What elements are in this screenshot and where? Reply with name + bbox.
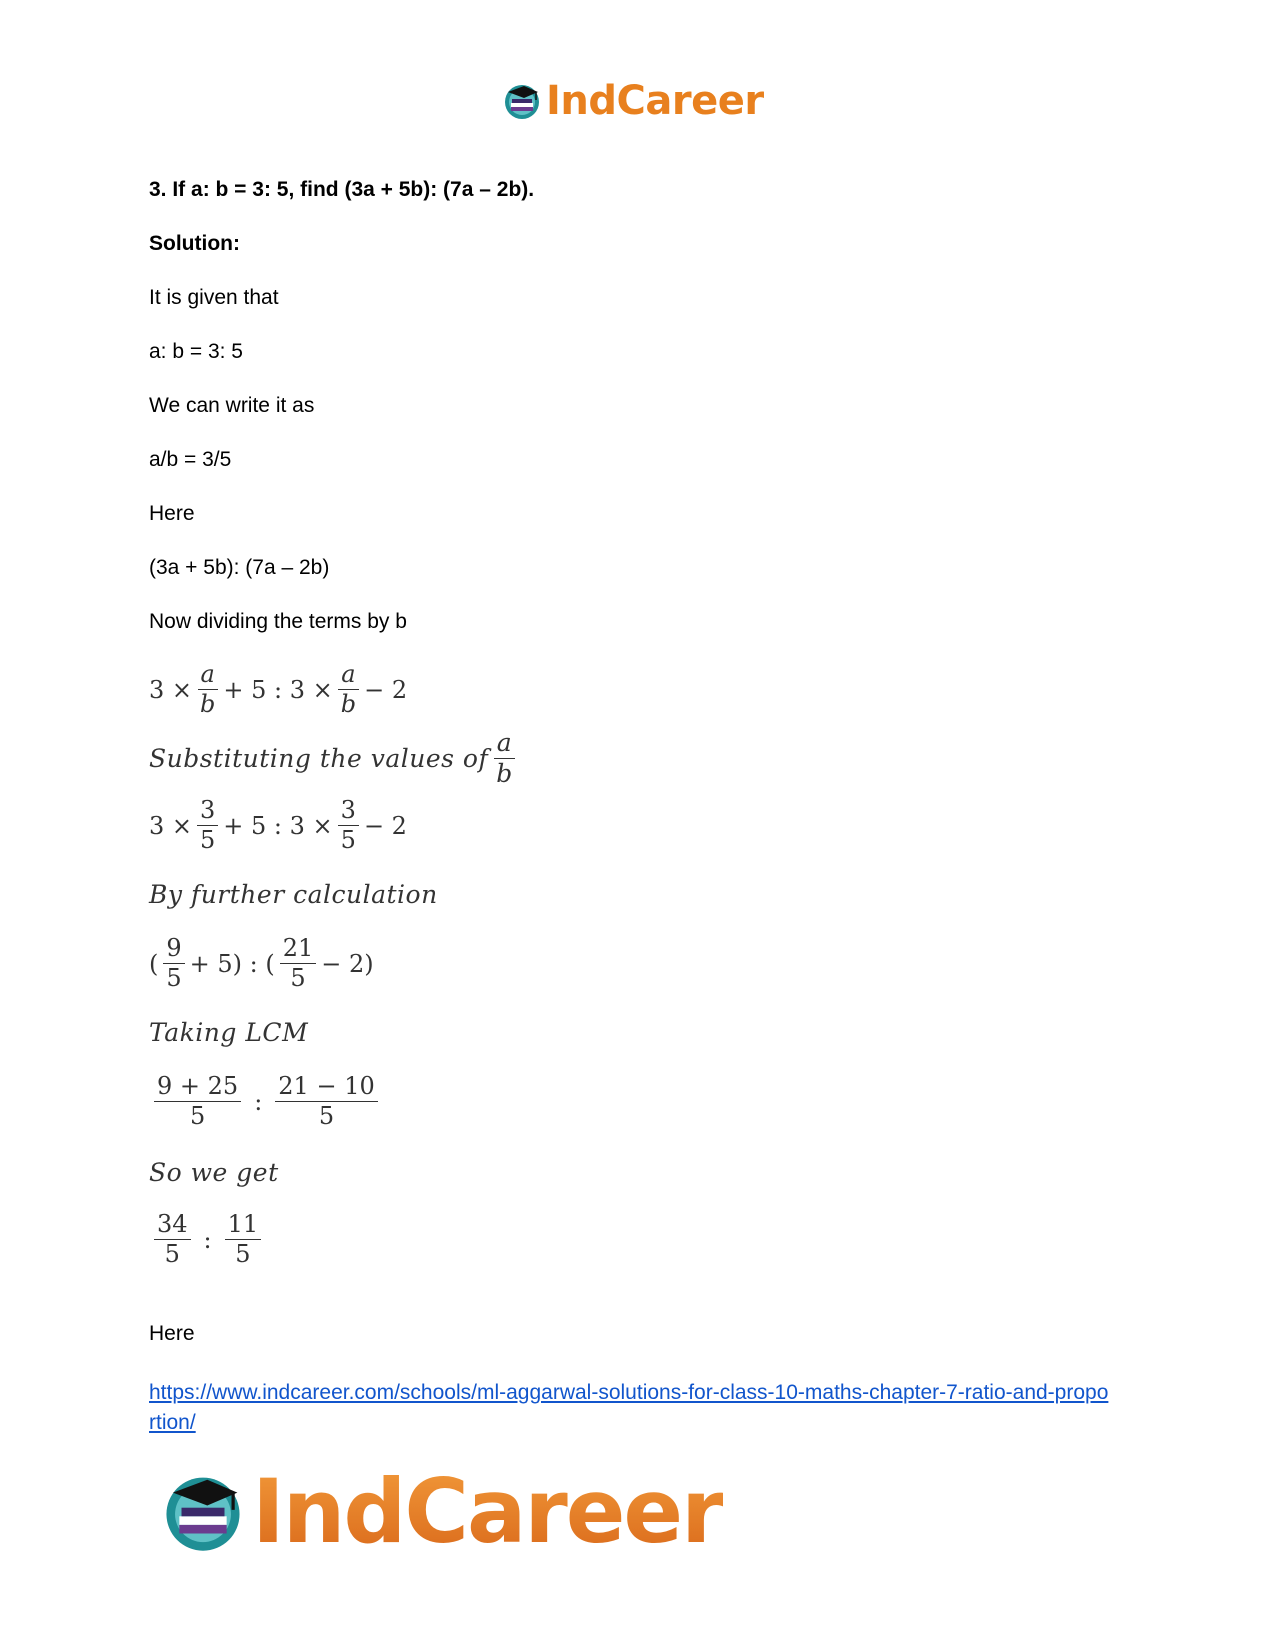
math-term: − 2 xyxy=(363,811,407,840)
math-term: − 2 xyxy=(364,675,408,704)
math-term: ( xyxy=(149,949,159,978)
math-term: − 2) xyxy=(321,949,374,978)
text-line: Here xyxy=(149,1322,195,1345)
source-link[interactable]: https://www.indcareer.com/schools/ml-aggarwal-solutions-for-class-10-maths-chapter-7-ratio-and-proportion/ xyxy=(149,1381,1109,1434)
math-term: 3 × xyxy=(149,675,193,704)
math-term: 3 × xyxy=(149,811,193,840)
math-expression xyxy=(149,730,521,788)
text-line: Now dividing the terms by b xyxy=(149,610,407,633)
fraction: $\frac{a}{b}$ xyxy=(338,662,359,717)
fraction: $\frac{11}{5}$ xyxy=(225,1212,262,1267)
math-text: Taking LCM xyxy=(149,1018,309,1047)
math-term: + 5) : ( xyxy=(189,949,275,978)
text-line: It is given that xyxy=(149,286,279,309)
fraction: $\frac{3}{5}$ xyxy=(197,798,218,853)
math-expression xyxy=(149,798,407,853)
fraction: $\frac{21 - 10}{5}$ xyxy=(275,1074,377,1129)
graduation-cap-icon xyxy=(502,81,542,121)
fraction: $\frac{3}{5}$ xyxy=(338,798,359,853)
brand-name: IndCareer xyxy=(252,1460,723,1563)
text-line: (3a + 5b): (7a – 2b) xyxy=(149,556,330,579)
fraction: $\frac{9}{5}$ xyxy=(163,936,184,991)
math-expression xyxy=(149,1074,383,1129)
fraction: $\frac{a}{b}$ xyxy=(493,730,516,788)
math-term: + 5 : 3 × xyxy=(223,675,333,704)
fraction: $\frac{21}{5}$ xyxy=(280,936,317,991)
math-term: : xyxy=(254,1087,263,1116)
fraction: $\frac{a}{b}$ xyxy=(197,662,218,717)
fraction: $\frac{9 + 25}{5}$ xyxy=(154,1074,241,1129)
math-text: By further calculation xyxy=(149,880,438,909)
text-line: a: b = 3: 5 xyxy=(149,340,243,363)
graduation-cap-icon xyxy=(160,1469,246,1555)
math-expression xyxy=(149,662,407,717)
math-expression xyxy=(149,1212,266,1267)
brand-name: IndCareer xyxy=(546,78,764,124)
fraction: $\frac{34}{5}$ xyxy=(154,1212,191,1267)
math-text: So we get xyxy=(149,1158,279,1187)
math-text: Substituting the values of xyxy=(149,744,489,774)
solution-label: Solution: xyxy=(149,232,240,255)
math-term: + 5 : 3 × xyxy=(223,811,333,840)
text-line: Here xyxy=(149,502,195,525)
math-term: : xyxy=(203,1225,212,1254)
footer-logo xyxy=(160,1460,723,1563)
text-line: a/b = 3/5 xyxy=(149,448,232,471)
math-expression xyxy=(149,936,374,991)
header-logo xyxy=(502,78,764,124)
question-heading: 3. If a: b = 3: 5, find (3a + 5b): (7a – 2b). xyxy=(149,178,535,201)
text-line: We can write it as xyxy=(149,394,315,417)
